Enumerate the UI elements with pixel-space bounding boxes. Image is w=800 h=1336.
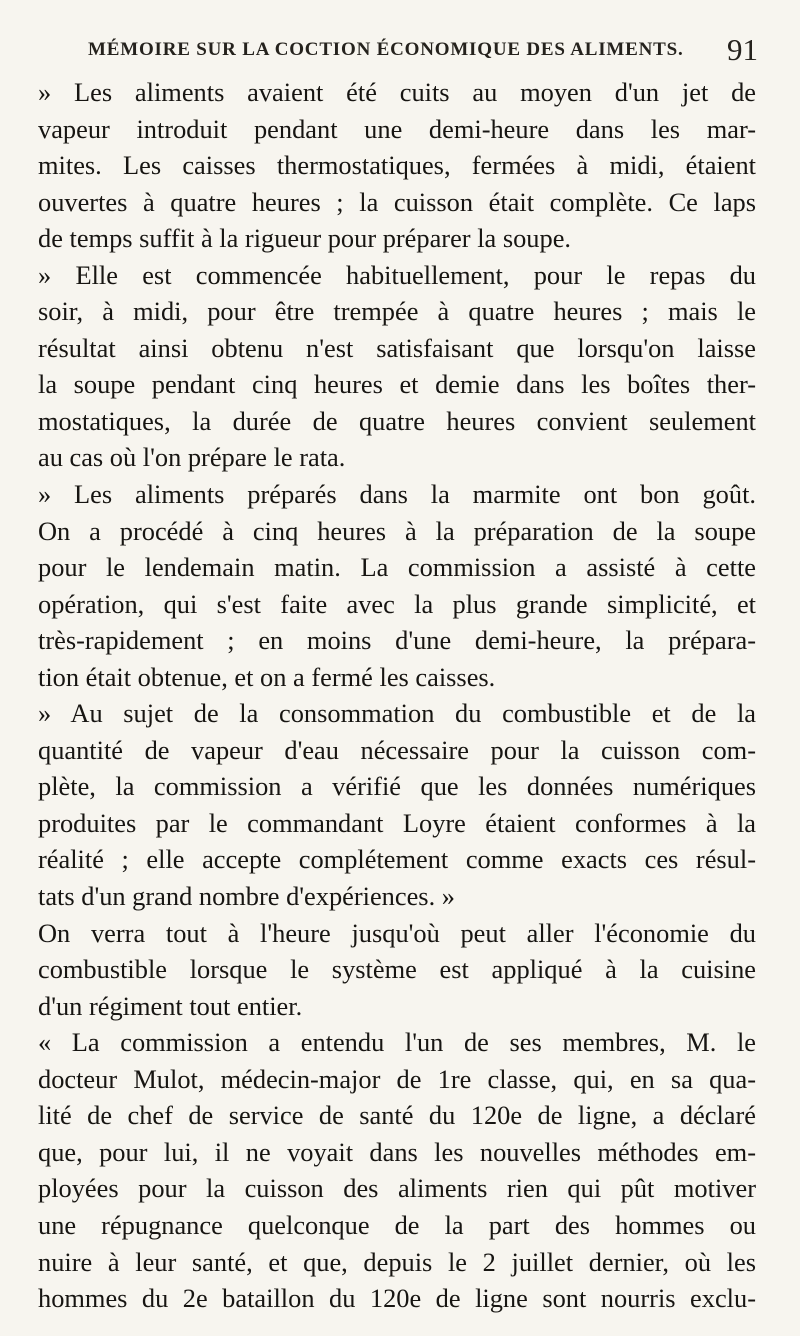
page-number: 91 — [727, 32, 758, 67]
body-text — [38, 74, 756, 1317]
text-line: ouvertes à quatre heures ; la cuisson était complète. Ce laps — [38, 186, 756, 217]
text-line: plète, la commission a vérifié que les données numériques — [38, 771, 756, 802]
text-line: On verra tout à l'heure jusqu'où peut aller l'économie du — [38, 917, 756, 948]
text-line: que, pour lui, il ne voyait dans les nouvelles méthodes em- — [38, 1136, 756, 1167]
text-line: au cas où l'on prépare le rata. — [38, 442, 346, 473]
text-line: mites. Les caisses thermostatiques, fermées à midi, étaient — [38, 150, 756, 181]
text-line: une répugnance quelconque de la part des hommes ou — [38, 1209, 756, 1240]
text-line: hommes du 2e bataillon du 120e de ligne sont nourris exclu- — [38, 1283, 756, 1314]
text-line: On a procédé à cinq heures à la préparation de la soupe — [38, 515, 756, 546]
text-line: « La commission a entendu l'un de ses membres, M. le — [38, 1027, 756, 1058]
text-line: docteur Mulot, médecin-major de 1re classe, qui, en sa qua- — [38, 1063, 756, 1094]
text-line: réalité ; elle accepte complétement comme exacts ces résul- — [38, 844, 756, 875]
text-line: de temps suffit à la rigueur pour préparer la soupe. — [38, 223, 572, 254]
text-line: la soupe pendant cinq heures et demie dans les boîtes ther- — [38, 369, 756, 400]
text-line: » Elle est commencée habituellement, pour le repas du — [38, 259, 756, 290]
text-line: très-rapidement ; en moins d'une demi-heure, la prépara- — [38, 625, 756, 656]
text-line: ployées pour la cuisson des aliments rien qui pût motiver — [38, 1173, 756, 1204]
text-line: mostatiques, la durée de quatre heures convient seulement — [38, 405, 756, 436]
text-line: vapeur introduit pendant une demi-heure dans les mar- — [38, 113, 756, 144]
running-head — [88, 34, 758, 68]
text-line: » Au sujet de la consommation du combustible et de la — [38, 698, 756, 729]
text-line: » Les aliments préparés dans la marmite ont bon goût. — [38, 479, 756, 510]
text-line: combustible lorsque le système est appliqué à la cuisine — [38, 954, 756, 985]
text-line: tats d'un grand nombre d'expériences. » — [38, 881, 455, 912]
text-line: d'un régiment tout entier. — [38, 990, 303, 1021]
text-line: » Les aliments avaient été cuits au moyen d'un jet de — [38, 77, 756, 107]
text-line: pour le lendemain matin. La commission a assisté à cette — [38, 552, 756, 583]
text-line: lité de chef de service de santé du 120e de ligne, a déclaré — [38, 1100, 756, 1131]
text-line: quantité de vapeur d'eau nécessaire pour la cuisson com- — [38, 734, 756, 765]
text-line: tion était obtenue, et on a fermé les caisses. — [38, 661, 496, 692]
text-line: nuire à leur santé, et que, depuis le 2 juillet dernier, où les — [38, 1246, 756, 1277]
text-line: produites par le commandant Loyre étaient conformes à la — [38, 807, 756, 838]
text-line: opération, qui s'est faite avec la plus grande simplicité, et — [38, 588, 756, 619]
text-line: soir, à midi, pour être trempée à quatre heures ; mais le — [38, 296, 756, 327]
running-head-title: MÉMOIRE SUR LA COCTION ÉCONOMIQUE DES ALIMENTS. — [88, 39, 684, 60]
text-line: résultat ainsi obtenu n'est satisfaisant que lorsqu'on laisse — [38, 332, 756, 363]
